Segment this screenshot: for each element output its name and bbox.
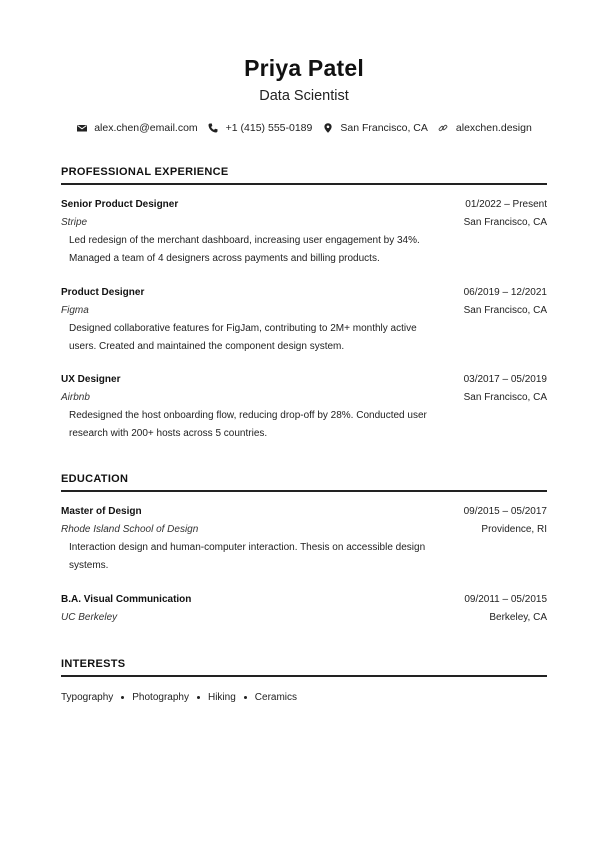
interest-item: Photography [132,692,189,703]
phone-icon [208,123,219,134]
candidate-title: Data Scientist [259,88,349,104]
job-dates: 03/2017 – 05/2019 [463,374,547,385]
job-description [61,407,441,443]
description-line: Interaction design and human-computer interaction. Thesis on accessible design [69,542,426,553]
interests-section [61,658,547,703]
description-line: Designed collaborative features for FigJam, contributing to 2M+ monthly active [69,323,417,334]
education-entry [61,503,547,575]
edu-dates: 09/2011 – 05/2015 [464,594,547,605]
interests-list [61,692,547,703]
edu-dates: 09/2015 – 05/2017 [463,506,547,517]
contact-location [322,122,428,134]
bullet-separator [121,696,124,699]
description-line: users. Created and maintained the component design system. [69,341,345,352]
job-description [61,232,441,268]
section-heading: INTERESTS [61,658,547,677]
envelope-icon [76,123,87,134]
section-heading: PROFESSIONAL EXPERIENCE [61,166,547,185]
contact-phone[interactable] [208,122,313,134]
edu-description [61,539,441,575]
job-role: Senior Product Designer [61,199,179,210]
edu-location: Providence, RI [481,524,547,535]
section-heading: EDUCATION [61,473,547,492]
experience-entry [61,371,547,443]
contact-website[interactable] [438,122,532,134]
description-line: research with 200+ hosts across 5 countries. [69,428,268,439]
degree: Master of Design [61,506,142,517]
contact-bar [61,122,547,134]
description-line: Led redesign of the merchant dashboard, increasing user engagement by 34%. [69,235,420,246]
email-text: alex.chen@email.com [94,122,198,134]
job-company: Stripe [61,217,88,228]
job-location: San Francisco, CA [463,305,547,316]
candidate-name: Priya Patel [244,55,364,81]
job-location: San Francisco, CA [463,217,547,228]
link-icon [438,123,449,134]
education-section [61,473,547,492]
interest-item: Hiking [207,692,236,703]
bullet-separator [244,696,247,699]
map-pin-icon [322,123,333,134]
job-role: UX Designer [61,374,121,385]
contact-email[interactable] [76,122,197,134]
experience-section [61,166,547,185]
job-company: Figma [61,305,89,316]
job-location: San Francisco, CA [463,392,547,403]
school: Rhode Island School of Design [61,524,199,535]
job-company: Airbnb [61,392,90,403]
degree: B.A. Visual Communication [61,594,192,605]
experience-entry [61,196,547,268]
description-line: Managed a team of 4 designers across payments and billing products. [69,253,380,264]
phone-text: +1 (415) 555-0189 [225,122,313,134]
interest-item: Ceramics [254,692,298,703]
school: UC Berkeley [61,612,118,623]
location-text: San Francisco, CA [340,122,428,134]
job-dates: 01/2022 – Present [465,199,547,210]
education-entry [61,591,547,627]
job-role: Product Designer [61,287,145,298]
bullet-separator [197,696,200,699]
website-text: alexchen.design [455,122,532,134]
job-dates: 06/2019 – 12/2021 [463,287,547,298]
interest-item: Typography [61,692,114,703]
job-description [61,320,441,356]
description-line: systems. [69,560,109,571]
edu-location: Berkeley, CA [489,612,547,623]
description-line: Redesigned the host onboarding flow, reducing drop-off by 28%. Conducted user [69,410,427,421]
experience-entry [61,284,547,356]
